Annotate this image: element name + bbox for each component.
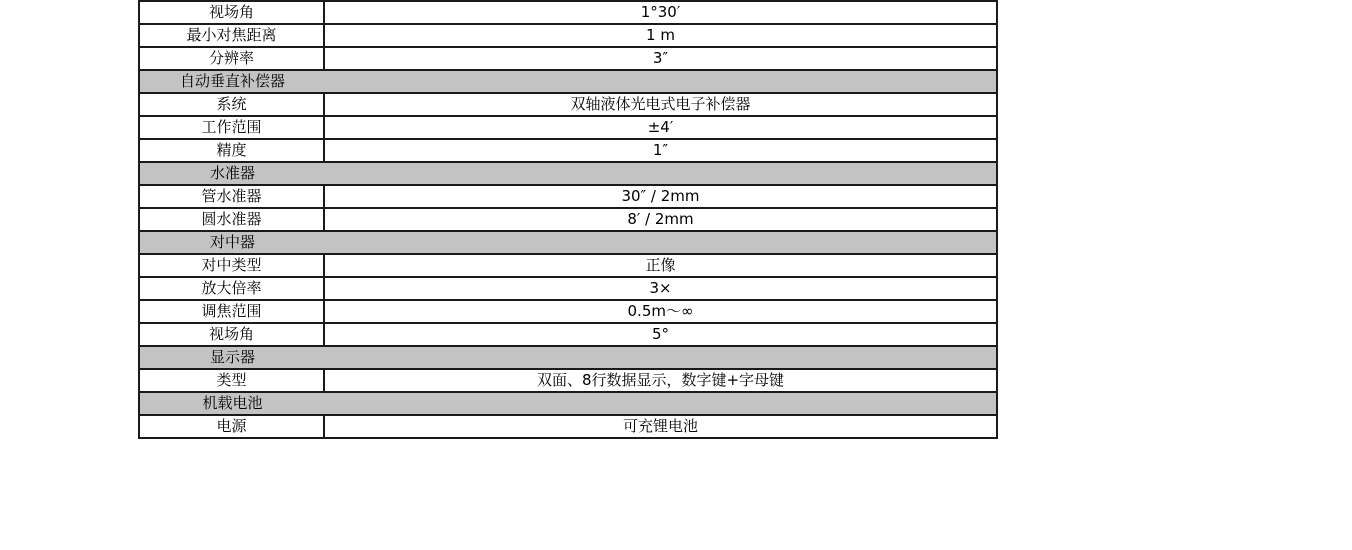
spec-label-cell: 类型 xyxy=(139,369,324,392)
spec-label-cell: 调焦范围 xyxy=(139,300,324,323)
section-header-label: 对中器 xyxy=(209,233,255,251)
section-header-cell xyxy=(139,392,997,415)
table-row xyxy=(139,277,997,300)
section-row xyxy=(139,346,997,369)
spec-value-cell: 双轴液体光电式电子补偿器 xyxy=(324,93,997,116)
spec-value-cell: 1°30′ xyxy=(324,1,997,24)
section-row xyxy=(139,392,997,415)
spec-label-cell: 视场角 xyxy=(139,1,324,24)
spec-value-cell: 3× xyxy=(324,277,997,300)
spec-value-cell: 0.5m～∞ xyxy=(324,300,997,323)
table-row xyxy=(139,323,997,346)
table-row xyxy=(139,208,997,231)
spec-value-cell: 1 m xyxy=(324,24,997,47)
spec-label-cell: 工作范围 xyxy=(139,116,324,139)
table-row xyxy=(139,24,997,47)
spec-value-cell: 可充锂电池 xyxy=(324,415,997,438)
spec-table-body xyxy=(139,1,997,438)
spec-value-cell: 5° xyxy=(324,323,997,346)
spec-label-cell: 管水准器 xyxy=(139,185,324,208)
spec-value-cell: 正像 xyxy=(324,254,997,277)
section-header-label: 机载电池 xyxy=(202,394,263,412)
table-row xyxy=(139,185,997,208)
section-header-label: 显示器 xyxy=(209,348,255,366)
spec-table xyxy=(138,0,998,439)
table-row xyxy=(139,116,997,139)
spec-label-cell: 分辨率 xyxy=(139,47,324,70)
table-row xyxy=(139,300,997,323)
table-row xyxy=(139,139,997,162)
spec-label-cell: 圆水准器 xyxy=(139,208,324,231)
section-row xyxy=(139,162,997,185)
spec-value-cell: ±4′ xyxy=(324,116,997,139)
spec-value-cell: 8′ / 2mm xyxy=(324,208,997,231)
spec-label-cell: 电源 xyxy=(139,415,324,438)
table-row xyxy=(139,254,997,277)
spec-label-cell: 精度 xyxy=(139,139,324,162)
table-row xyxy=(139,93,997,116)
spec-value-cell: 30″ / 2mm xyxy=(324,185,997,208)
section-header-cell xyxy=(139,70,997,93)
spec-label-cell: 对中类型 xyxy=(139,254,324,277)
table-row xyxy=(139,415,997,438)
spec-value-cell: 双面、8行数据显示，数字键+字母键 xyxy=(324,369,997,392)
table-row xyxy=(139,47,997,70)
section-row xyxy=(139,70,997,93)
spec-label-cell: 放大倍率 xyxy=(139,277,324,300)
table-row xyxy=(139,369,997,392)
table-row xyxy=(139,1,997,24)
spec-value-cell: 3″ xyxy=(324,47,997,70)
section-header-label: 水准器 xyxy=(209,164,255,182)
spec-label-cell: 系统 xyxy=(139,93,324,116)
spec-value-cell: 1″ xyxy=(324,139,997,162)
section-header-cell xyxy=(139,162,997,185)
spec-label-cell: 视场角 xyxy=(139,323,324,346)
section-header-cell xyxy=(139,231,997,254)
section-row xyxy=(139,231,997,254)
section-header-cell xyxy=(139,346,997,369)
section-header-label: 自动垂直补偿器 xyxy=(179,72,285,90)
spec-label-cell: 最小对焦距离 xyxy=(139,24,324,47)
